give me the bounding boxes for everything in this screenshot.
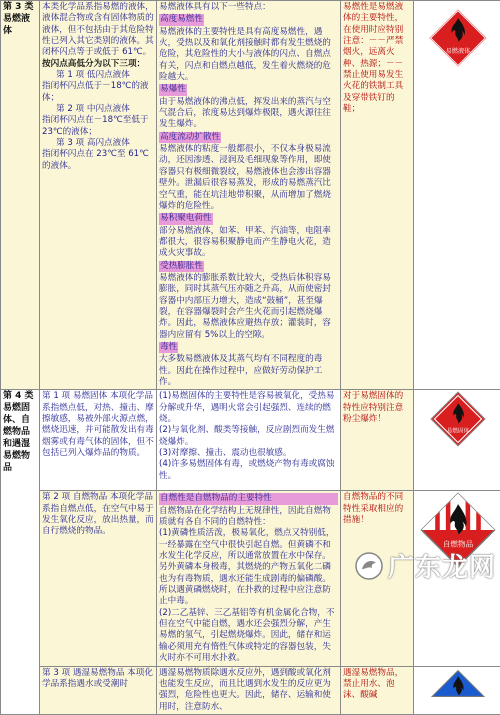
watermark — [354, 547, 496, 584]
sign-label: 易燃固体 — [446, 427, 469, 435]
hazard-title: 高度流动扩散性 — [159, 132, 221, 143]
description-intro: 本类化学品系指易燃的液体，液体混合物或含有固体物质的液体，但不包括由于其危险特性已列入其它类别的液体。其闭杯闪点等于或低于 61℃。 — [42, 2, 154, 59]
hazard-cell — [157, 390, 341, 491]
flammable-solid-sign-icon — [430, 391, 486, 447]
note-text: 易燃性是易燃液体的主要特性，在使用时应特别注意：－－严禁烟火，远离火种、热源；－－禁止使用易发生火花的铁制工具及穿带铁钉的鞋； — [343, 2, 403, 114]
description-heading: 按闪点高低分为以下三项： — [42, 59, 154, 70]
note-cell — [341, 666, 414, 714]
hazard-text: 易燃液体的主要特性是具有高度易燃性，遇火，受热以及和氧化剂接触时都有发生燃烧的危险，其危险性的大小与液体的闪点、自燃点有关，闪点和自燃点越低，发生着火燃烧的危险越大。 — [159, 27, 338, 84]
hazard-cell — [157, 1, 341, 390]
watermark-text: 广东龙网 — [388, 547, 496, 584]
hazard-title: 易积聚电荷性 — [159, 213, 213, 224]
hazard-text: 遇湿易燃物质除遇水反应外，遇到酸或氧化剂也能发生反应，而且比遇到水发生的反应更为强烈，危险性也更大。因此，储存、运输和使用时，注意防水、 — [159, 668, 331, 712]
description-item: 第 1 项 低闪点液体 — [42, 70, 154, 81]
hazard-item: (1)易燃固体的主要特性是容易被氧化，受热易分解或升华，遇明火常会引起强烈、连续的燃烧。 — [159, 391, 338, 425]
hazard-item: (3)对摩擦、撞击、震动也很敏感。 — [159, 448, 338, 459]
dragon-logo-icon — [354, 551, 384, 581]
class-label-cell — [1, 1, 40, 390]
hazard-cell — [157, 666, 341, 714]
class-label: 第 3 类 易燃液体 — [3, 2, 34, 36]
sign-cell — [414, 666, 500, 714]
hazard-title: 受热膨胀性 — [159, 261, 204, 272]
description-item: 第 2 项 中闪点液体 — [42, 104, 154, 115]
note-text: 对于易燃固体的特性应特别注意粉尘爆炸！ — [343, 391, 403, 424]
note-cell — [341, 1, 414, 390]
class-label-cell — [1, 390, 40, 715]
hazard-text: 由于易燃液体的沸点低，挥发出来的蒸汽与空气混合后，浓度易达到爆炸极限，遇火源往往发生爆炸。 — [159, 97, 338, 131]
hazard-text: 易燃液体的粘度一般都很小，不仅本身极易流动，还因渗透、浸润及毛细现象等作用，即使容器只有极细微裂纹，易燃液体也会渗出容器壁外。泄漏后很容易蒸发，形成的易燃蒸汽比空气重，能在坑洼地带积聚，从而增加了燃烧爆炸的危险性。 — [159, 144, 338, 212]
sign-cell — [414, 1, 500, 390]
hazard-item: (2)与氧化剂、酸类等接触，反应剧烈而发生燃烧爆炸。 — [159, 425, 338, 448]
table-row-class-4-item-1 — [1, 390, 500, 491]
hazard-text: 易燃液体的膨胀系数比较大，受热后体积容易膨胀，同时其蒸气压亦随之升高，从而使密封容器中内部压力增大，造成“鼓桶”，甚至爆裂，在容器爆裂时会产生火花而引起燃烧爆炸。因此，易燃液体应避热存放；灌装时，容器内应留有 5%以上的空隙。 — [159, 273, 338, 341]
description-cell — [40, 1, 157, 390]
description-intro: 第 1 项 易燃固体 本项化学品系指燃点低，对热、撞击、摩擦敏感，易被外部火源点燃，燃烧迅速，并可能散发出有毒烟雾或有毒气体的固体，但不包括已列入爆炸品的物质。 — [42, 391, 154, 458]
hazard-intro: 易燃液体具有以下一些特点： — [159, 2, 338, 13]
note-text: 自燃物品的不同特性采取相应的措施！ — [343, 492, 403, 525]
hazard-item: 自燃物品在化学结构上无规律性，因此自燃物质就有各自不同的自燃特性： — [159, 506, 338, 529]
description-intro: 第 3 项 遇湿易燃物品 本项化学品系指遇水或受潮时 — [42, 668, 153, 689]
description-item: 指闭杯闪点在 23℃至 61℃的液体。 — [42, 149, 154, 172]
sign-label: 易燃液体 — [445, 47, 471, 55]
hazard-item: (2)二乙基锌、三乙基铝等有机金属化合物，不但在空气中能自燃，遇水还会强烈分解，产生易燃的氢气，引起燃烧爆炸。因此，储存和运输必须用充有惰性气体或特定的容器包装，失火时亦不可用水扑救。 — [159, 608, 338, 665]
hazard-title: 毒性 — [159, 342, 178, 353]
table-row-class-4-item-3 — [1, 666, 500, 714]
sign-label: 自燃物品 — [442, 539, 473, 549]
class-label: 第 4 类 易燃固体、自燃物品和遇湿易燃物品 — [3, 391, 34, 472]
sign-cell — [414, 390, 500, 491]
description-intro: 第 2 项 自燃物品 本项化学品系指自燃点低，在空气中易于发生氧化反应，放出热量，而自行燃烧的物品。 — [42, 492, 154, 536]
hazard-title: 易爆性 — [159, 84, 187, 95]
dangerous-when-wet-sign-icon — [430, 668, 486, 708]
flammable-liquid-sign-icon — [427, 7, 489, 69]
description-cell — [40, 666, 157, 714]
hazard-cell — [157, 491, 341, 666]
table-row-class-3 — [1, 1, 500, 390]
hazard-title: 自燃性是自燃物品的主要特性 — [159, 493, 338, 504]
hazard-title: 高度易燃性 — [159, 14, 204, 25]
note-cell — [341, 390, 414, 491]
hazard-text: 部分易燃液体，如苯、甲苯、汽油等，电阻率都很大，很容易积聚静电而产生静电火花，造成火灾事故。 — [159, 226, 338, 260]
note-text: 遇湿易燃物品，禁止用水、泡沫、酸碱 — [343, 668, 403, 701]
description-item: 指闭杯闪点在－18℃至低于 23℃的液体； — [42, 115, 154, 138]
hazard-text: 大多数易燃液体及其蒸气均有不同程度的毒性。因此在操作过程中，应做好劳动保护工作。 — [159, 354, 338, 388]
description-cell — [40, 390, 157, 491]
hazard-item: (4)许多易燃固体有毒，或燃烧产物有毒或腐蚀性。 — [159, 459, 338, 482]
hazard-item: (1)黄磷性质活泼，极易氧化，燃点又特别低，一经暴露在空气中很快引起自燃。但黄磷不和水发生化学反应，所以通常放置在水中保存。另外黄磷本身极毒，其燃烧的产物五氧化二磷也为有毒物质，遇水还能生成剧毒的偏磷酸。所以遇黄磷燃烧时，在扑救的过程中应注意防止中毒。 — [159, 528, 338, 607]
description-item: 指闭杯闪点低于－18℃的液体； — [42, 81, 154, 104]
description-item: 第 3 项 高闪点液体 — [42, 138, 154, 149]
description-cell — [40, 491, 157, 666]
